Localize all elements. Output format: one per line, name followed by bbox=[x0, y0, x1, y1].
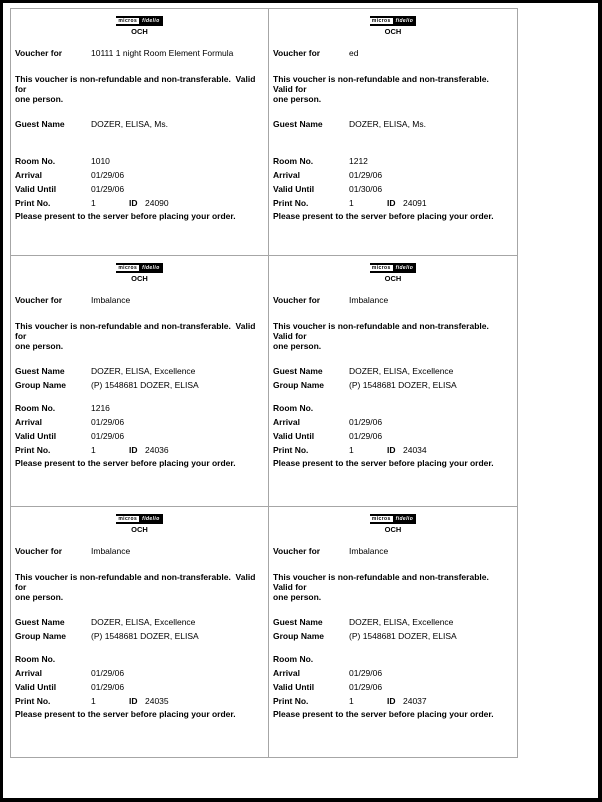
terms-text bbox=[15, 321, 264, 351]
group-name-label: Group Name bbox=[273, 631, 325, 641]
voucher-card bbox=[11, 256, 269, 507]
room-no-label: Room No. bbox=[273, 654, 314, 664]
room-no-row bbox=[15, 154, 264, 168]
valid-until-row bbox=[273, 429, 513, 443]
print-no-value: 1 bbox=[91, 696, 96, 706]
arrival-row bbox=[273, 666, 513, 680]
arrival-row bbox=[273, 168, 513, 182]
voucher-for-value: Imbalance bbox=[349, 295, 389, 305]
micros-logo-text: micros bbox=[371, 18, 391, 24]
footer-note: Please present to the server before placing your order. bbox=[273, 211, 494, 221]
voucher-card bbox=[11, 9, 269, 256]
terms-line2: one person. bbox=[15, 94, 64, 104]
arrival-value: 01/29/06 bbox=[91, 417, 125, 427]
group-name-label: Group Name bbox=[273, 380, 325, 390]
valid-until-row bbox=[273, 182, 513, 196]
voucher-for-value: Imbalance bbox=[349, 546, 389, 556]
print-no-label: Print No. bbox=[273, 445, 309, 455]
room-no-label: Room No. bbox=[15, 654, 56, 664]
terms-text bbox=[15, 572, 264, 602]
arrival-label: Arrival bbox=[15, 170, 42, 180]
voucher-for-label: Voucher for bbox=[15, 546, 63, 556]
print-no-row bbox=[15, 443, 264, 457]
valid-until-value: 01/29/06 bbox=[349, 431, 383, 441]
voucher-for-row bbox=[273, 48, 513, 58]
guest-name-row bbox=[273, 617, 513, 627]
micros-logo-text: micros bbox=[118, 265, 138, 271]
room-no-value: 1212 bbox=[349, 156, 368, 166]
print-no-row bbox=[15, 694, 264, 708]
footer-note: Please present to the server before placing your order. bbox=[273, 709, 494, 719]
valid-until-row bbox=[15, 680, 264, 694]
id-value: 24037 bbox=[403, 696, 427, 706]
valid-until-row bbox=[15, 182, 264, 196]
room-no-row bbox=[273, 652, 513, 666]
id-label: ID bbox=[129, 445, 138, 455]
terms-text bbox=[15, 74, 264, 104]
terms-text bbox=[273, 572, 513, 602]
voucher-for-row bbox=[15, 546, 264, 556]
micros-fidelio-logo bbox=[370, 16, 416, 26]
room-no-row bbox=[273, 154, 513, 168]
fidelio-logo-text: fidelio bbox=[393, 16, 417, 26]
details-block bbox=[273, 652, 513, 708]
brand-logo bbox=[273, 514, 513, 524]
id-label: ID bbox=[129, 696, 138, 706]
details-block bbox=[15, 154, 264, 210]
room-no-row bbox=[15, 401, 264, 415]
valid-until-row bbox=[273, 680, 513, 694]
voucher-card bbox=[11, 507, 269, 757]
voucher-for-label: Voucher for bbox=[15, 48, 63, 58]
property-code: OCH bbox=[384, 274, 402, 283]
arrival-row bbox=[15, 415, 264, 429]
valid-until-row bbox=[15, 429, 264, 443]
id-value: 24090 bbox=[145, 198, 169, 208]
brand-logo bbox=[273, 263, 513, 273]
brand-logo bbox=[15, 16, 264, 26]
voucher-for-label: Voucher for bbox=[273, 546, 321, 556]
micros-logo-text: micros bbox=[371, 516, 391, 522]
details-block bbox=[15, 401, 264, 457]
terms-text bbox=[273, 74, 513, 104]
guest-name-label: Guest Name bbox=[15, 119, 65, 129]
footer-note: Please present to the server before placing your order. bbox=[15, 709, 236, 719]
valid-until-value: 01/29/06 bbox=[91, 682, 125, 692]
arrival-value: 01/29/06 bbox=[91, 668, 125, 678]
terms-line2: one person. bbox=[273, 94, 322, 104]
voucher-for-value: 10111 1 night Room Element Formula bbox=[91, 48, 234, 58]
micros-logo-text: micros bbox=[118, 516, 138, 522]
valid-until-label: Valid Until bbox=[15, 184, 57, 194]
room-no-label: Room No. bbox=[273, 403, 314, 413]
guest-name-label: Guest Name bbox=[273, 617, 323, 627]
group-name-row bbox=[273, 631, 513, 641]
valid-until-label: Valid Until bbox=[273, 431, 315, 441]
property-code: OCH bbox=[384, 27, 402, 36]
micros-fidelio-logo bbox=[370, 263, 416, 273]
room-no-row bbox=[273, 401, 513, 415]
group-name-row bbox=[15, 631, 264, 641]
voucher-for-label: Voucher for bbox=[273, 48, 321, 58]
voucher-for-row bbox=[273, 295, 513, 305]
voucher-for-value: Imbalance bbox=[91, 546, 131, 556]
guest-name-row bbox=[273, 366, 513, 376]
voucher-for-row bbox=[273, 546, 513, 556]
guest-name-value: DOZER, ELISA, Excellence bbox=[91, 617, 196, 627]
terms-line1: This voucher is non-refundable and non-transferable. Valid for bbox=[15, 74, 256, 94]
group-name-label: Group Name bbox=[15, 631, 67, 641]
guest-name-label: Guest Name bbox=[15, 366, 65, 376]
fidelio-logo-text: fidelio bbox=[139, 16, 163, 26]
guest-name-label: Guest Name bbox=[15, 617, 65, 627]
brand-logo bbox=[15, 263, 264, 273]
micros-fidelio-logo bbox=[116, 16, 162, 26]
voucher-card bbox=[269, 9, 517, 256]
arrival-value: 01/29/06 bbox=[349, 170, 383, 180]
print-no-value: 1 bbox=[349, 198, 354, 208]
group-name-row bbox=[15, 380, 264, 390]
guest-name-row bbox=[273, 119, 513, 129]
guest-name-row bbox=[15, 366, 264, 376]
arrival-label: Arrival bbox=[15, 417, 42, 427]
details-block bbox=[15, 652, 264, 708]
valid-until-value: 01/29/06 bbox=[349, 682, 383, 692]
print-no-value: 1 bbox=[349, 696, 354, 706]
brand-logo bbox=[15, 514, 264, 524]
terms-line2: one person. bbox=[15, 592, 64, 602]
property-code: OCH bbox=[131, 27, 148, 36]
group-name-value: (P) 1548681 DOZER, ELISA bbox=[349, 380, 457, 390]
arrival-value: 01/29/06 bbox=[349, 417, 383, 427]
arrival-value: 01/29/06 bbox=[91, 170, 125, 180]
id-value: 24091 bbox=[403, 198, 427, 208]
id-value: 24035 bbox=[145, 696, 169, 706]
group-name-row bbox=[273, 133, 513, 143]
brand-logo bbox=[273, 16, 513, 26]
footer-note: Please present to the server before placing your order. bbox=[15, 211, 236, 221]
print-no-label: Print No. bbox=[15, 445, 51, 455]
print-no-row bbox=[15, 196, 264, 210]
micros-logo-text: micros bbox=[371, 265, 391, 271]
id-value: 24034 bbox=[403, 445, 427, 455]
micros-fidelio-logo bbox=[116, 514, 162, 524]
terms-line2: one person. bbox=[15, 341, 64, 351]
guest-name-value: DOZER, ELISA, Excellence bbox=[91, 366, 196, 376]
room-no-value: 1216 bbox=[91, 403, 110, 413]
valid-until-label: Valid Until bbox=[15, 682, 57, 692]
room-no-value: 1010 bbox=[91, 156, 110, 166]
room-no-label: Room No. bbox=[273, 156, 314, 166]
voucher-for-label: Voucher for bbox=[273, 295, 321, 305]
print-no-label: Print No. bbox=[273, 198, 309, 208]
print-no-label: Print No. bbox=[15, 198, 51, 208]
voucher-for-value: Imbalance bbox=[91, 295, 131, 305]
terms-line1: This voucher is non-refundable and non-transferable. Valid for bbox=[15, 572, 256, 592]
guest-name-value: DOZER, ELISA, Ms. bbox=[349, 119, 426, 129]
id-label: ID bbox=[387, 696, 396, 706]
arrival-row bbox=[15, 666, 264, 680]
guest-name-row bbox=[15, 617, 264, 627]
fidelio-logo-text: fidelio bbox=[139, 514, 163, 524]
micros-fidelio-logo bbox=[116, 263, 162, 273]
print-no-value: 1 bbox=[91, 198, 96, 208]
group-name-label: Group Name bbox=[15, 380, 67, 390]
valid-until-value: 01/29/06 bbox=[91, 431, 125, 441]
arrival-label: Arrival bbox=[273, 668, 300, 678]
details-block bbox=[273, 401, 513, 457]
valid-until-label: Valid Until bbox=[15, 431, 57, 441]
voucher-for-value: ed bbox=[349, 48, 359, 58]
group-name-value: (P) 1548681 DOZER, ELISA bbox=[91, 380, 199, 390]
guest-name-value: DOZER, ELISA, Excellence bbox=[349, 617, 454, 627]
fidelio-logo-text: fidelio bbox=[393, 514, 417, 524]
arrival-label: Arrival bbox=[15, 668, 42, 678]
terms-line2: one person. bbox=[273, 592, 322, 602]
micros-logo-text: micros bbox=[118, 18, 138, 24]
guest-name-label: Guest Name bbox=[273, 119, 323, 129]
print-no-row bbox=[273, 443, 513, 457]
valid-until-label: Valid Until bbox=[273, 184, 315, 194]
details-block bbox=[273, 154, 513, 210]
id-label: ID bbox=[387, 198, 396, 208]
micros-fidelio-logo bbox=[370, 514, 416, 524]
group-name-value: (P) 1548681 DOZER, ELISA bbox=[349, 631, 457, 641]
print-no-label: Print No. bbox=[273, 696, 309, 706]
id-value: 24036 bbox=[145, 445, 169, 455]
voucher-for-row bbox=[15, 48, 264, 58]
group-name-row bbox=[15, 133, 264, 143]
property-code: OCH bbox=[131, 525, 148, 534]
guest-name-value: DOZER, ELISA, Ms. bbox=[91, 119, 168, 129]
voucher-for-label: Voucher for bbox=[15, 295, 63, 305]
arrival-row bbox=[15, 168, 264, 182]
terms-line1: This voucher is non-refundable and non-transferable. Valid for bbox=[273, 74, 492, 94]
arrival-row bbox=[273, 415, 513, 429]
arrival-value: 01/29/06 bbox=[349, 668, 383, 678]
voucher-card bbox=[269, 507, 517, 757]
print-no-value: 1 bbox=[91, 445, 96, 455]
arrival-label: Arrival bbox=[273, 417, 300, 427]
arrival-label: Arrival bbox=[273, 170, 300, 180]
footer-note: Please present to the server before placing your order. bbox=[15, 458, 236, 468]
id-label: ID bbox=[129, 198, 138, 208]
valid-until-label: Valid Until bbox=[273, 682, 315, 692]
fidelio-logo-text: fidelio bbox=[139, 263, 163, 273]
terms-line1: This voucher is non-refundable and non-transferable. Valid for bbox=[15, 321, 256, 341]
property-code: OCH bbox=[384, 525, 402, 534]
room-no-row bbox=[15, 652, 264, 666]
group-name-value: (P) 1548681 DOZER, ELISA bbox=[91, 631, 199, 641]
voucher-card bbox=[269, 256, 517, 507]
room-no-label: Room No. bbox=[15, 403, 56, 413]
terms-line1: This voucher is non-refundable and non-transferable. Valid for bbox=[273, 572, 492, 592]
valid-until-value: 01/30/06 bbox=[349, 184, 383, 194]
id-label: ID bbox=[387, 445, 396, 455]
print-no-value: 1 bbox=[349, 445, 354, 455]
guest-name-label: Guest Name bbox=[273, 366, 323, 376]
valid-until-value: 01/29/06 bbox=[91, 184, 125, 194]
property-code: OCH bbox=[131, 274, 148, 283]
print-no-row bbox=[273, 694, 513, 708]
group-name-row bbox=[273, 380, 513, 390]
room-no-label: Room No. bbox=[15, 156, 56, 166]
guest-name-row bbox=[15, 119, 264, 129]
print-no-row bbox=[273, 196, 513, 210]
guest-name-value: DOZER, ELISA, Excellence bbox=[349, 366, 454, 376]
fidelio-logo-text: fidelio bbox=[393, 263, 417, 273]
terms-line2: one person. bbox=[273, 341, 322, 351]
terms-line1: This voucher is non-refundable and non-transferable. Valid for bbox=[273, 321, 492, 341]
terms-text bbox=[273, 321, 513, 351]
footer-note: Please present to the server before placing your order. bbox=[273, 458, 494, 468]
voucher-for-row bbox=[15, 295, 264, 305]
print-no-label: Print No. bbox=[15, 696, 51, 706]
voucher-grid bbox=[10, 8, 518, 758]
